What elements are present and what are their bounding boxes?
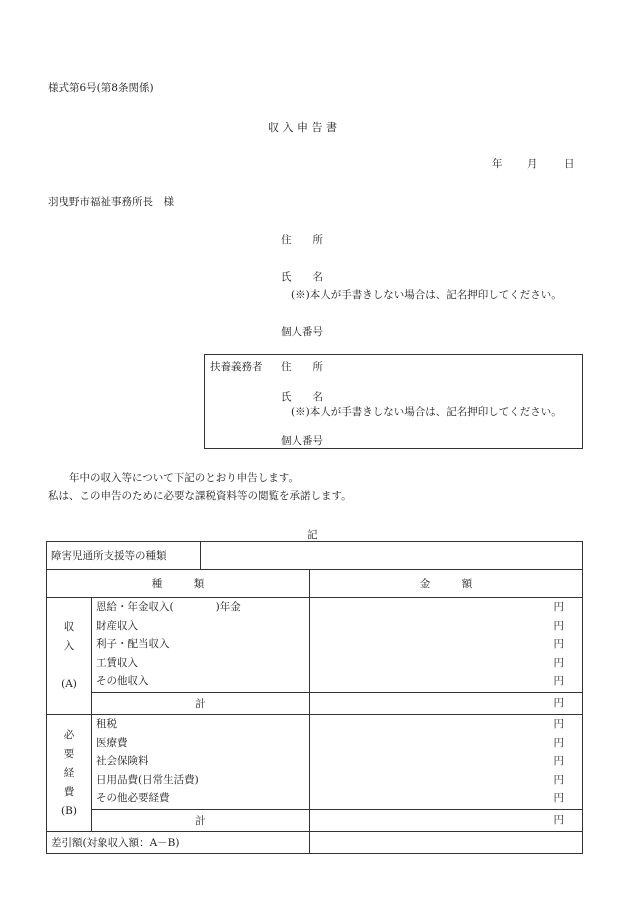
- yen-unit: 円: [553, 755, 564, 767]
- yen-unit: 円: [553, 773, 564, 786]
- expenses-total-amount[interactable]: [310, 810, 583, 832]
- net-amount-value[interactable]: [310, 832, 583, 854]
- guardian-my-number-label: 個人番号: [281, 435, 323, 447]
- income-table: [46, 541, 583, 854]
- expenses-items: [92, 715, 310, 810]
- list-item: 財産収入: [96, 619, 138, 632]
- service-type-value[interactable]: [201, 542, 583, 570]
- income-section-label: [47, 598, 92, 715]
- date-month-label: 月: [527, 158, 538, 170]
- yen-unit: 円: [553, 619, 564, 632]
- list-item: 利子・配当収入: [96, 638, 170, 650]
- yen-unit: 円: [553, 601, 564, 613]
- applicant-address-label: 住 所: [281, 234, 323, 246]
- applicant-my-number-label: 個人番号: [281, 326, 323, 338]
- guardian-name-note: (※)本人が手書きしない場合は、記名押印してください。: [291, 406, 562, 418]
- list-item: その他必要経費: [96, 792, 170, 804]
- header-amount: 金 額: [310, 570, 583, 598]
- expenses-label-char: 必: [63, 728, 75, 741]
- form-number: 様式第6号(第8条関係): [48, 82, 154, 94]
- list-item: 工賃収入: [96, 656, 138, 669]
- list-item: 租税: [96, 718, 117, 730]
- applicant-name-label: 氏 名: [281, 271, 323, 283]
- applicant-name-note: (※)本人が手書きしない場合は、記名押印してください。: [291, 289, 562, 301]
- yen-unit: 円: [553, 697, 564, 710]
- yen-unit: 円: [553, 656, 564, 669]
- list-item: 日用品費(日常生活費): [96, 773, 199, 786]
- guardian-title: 扶養義務者: [210, 361, 263, 373]
- expenses-label-char: 経: [63, 766, 75, 779]
- expenses-label-code: (B): [61, 804, 77, 817]
- expenses-section-label: [47, 715, 92, 832]
- yen-unit: 円: [553, 718, 564, 730]
- list-item: その他収入: [96, 675, 149, 687]
- expenses-total-label: 計: [92, 810, 310, 832]
- document-title: 収 入 申 告 書: [268, 121, 337, 134]
- income-amounts[interactable]: [310, 598, 583, 693]
- list-item: 恩給・年金収入( )年金: [96, 601, 241, 613]
- yen-unit: 円: [553, 814, 564, 827]
- date-year-label: 年: [492, 158, 503, 170]
- expenses-label-char: 要: [63, 747, 75, 760]
- income-label-code: (A): [61, 678, 77, 690]
- date-day-label: 日: [564, 158, 575, 170]
- income-total-amount[interactable]: [310, 693, 583, 715]
- income-label-char: 収: [63, 621, 75, 633]
- service-type-label: 障害児通所支援等の種類: [47, 542, 201, 570]
- addressee: 羽曳野市福祉事務所長 様: [48, 196, 174, 208]
- declaration-line-1: 年中の収入等について下記のとおり申告します。: [48, 472, 299, 484]
- list-item: 社会保険料: [96, 755, 149, 767]
- net-amount-label: 差引額(対象収入額：A－B): [47, 832, 310, 854]
- income-label-char: 入: [63, 640, 75, 652]
- expenses-amounts[interactable]: [310, 715, 583, 810]
- income-items: [92, 598, 310, 693]
- list-item: 医療費: [96, 736, 128, 749]
- guardian-address-label: 住 所: [281, 361, 323, 373]
- yen-unit: 円: [553, 675, 564, 687]
- guardian-name-label: 氏 名: [281, 391, 323, 403]
- ki-mark: 記: [307, 529, 318, 541]
- expenses-label-char: 費: [63, 785, 75, 798]
- header-type: 種 類: [47, 570, 310, 598]
- declaration-line-2: 私は、この申告のために必要な課税資料等の閲覧を承諾します。: [48, 490, 352, 502]
- income-total-label: 計: [92, 693, 310, 715]
- yen-unit: 円: [553, 638, 564, 650]
- yen-unit: 円: [553, 792, 564, 804]
- yen-unit: 円: [553, 736, 564, 749]
